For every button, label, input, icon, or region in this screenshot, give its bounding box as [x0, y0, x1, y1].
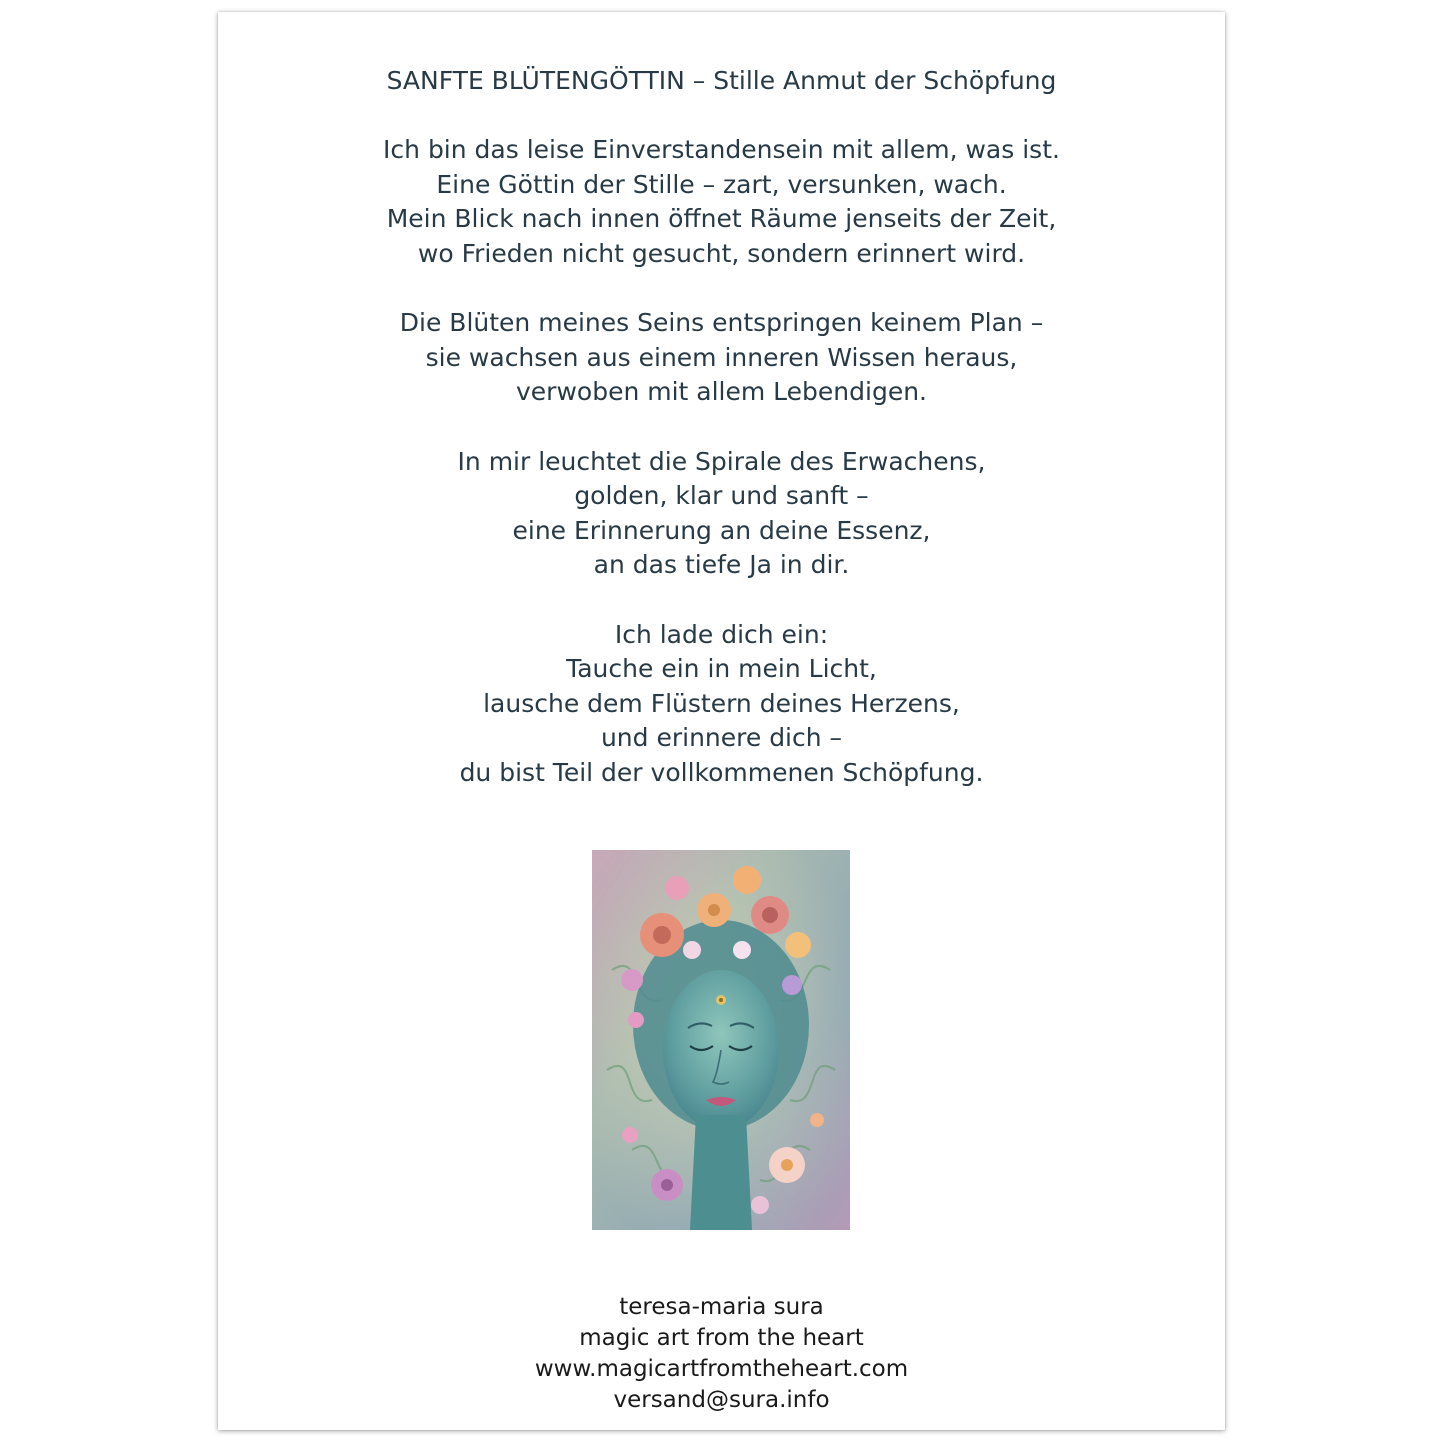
- poem-line: Mein Blick nach innen öffnet Räume jenseits der Zeit,: [386, 204, 1057, 233]
- poem-line: Tauche ein in mein Licht,: [566, 654, 877, 683]
- poem-line: Eine Göttin der Stille – zart, versunken, wach.: [436, 169, 1007, 199]
- author-name: teresa-maria sura: [619, 1294, 824, 1320]
- poem-line: verwoben mit allem Lebendigen.: [516, 377, 927, 406]
- poem: [218, 64, 1225, 825]
- stanza-2: [218, 306, 1225, 410]
- poem-line: eine Erinnerung an deine Essenz,: [512, 515, 931, 545]
- poem-title: SANFTE BLÜTENGÖTTIN – Stille Anmut der Schöpfung: [386, 66, 1057, 95]
- poem-line: wo Frieden nicht gesucht, sondern erinnert wird.: [417, 238, 1026, 268]
- tagline: magic art from the heart: [579, 1325, 864, 1351]
- website-link[interactable]: www.magicartfromtheheart.com: [534, 1356, 909, 1382]
- poem-line: sie wachsen aus einem inneren Wissen heraus,: [425, 342, 1018, 372]
- poem-card: [218, 12, 1225, 1430]
- poem-line: an das tiefe Ja in dir.: [593, 550, 850, 579]
- goddess-painting-svg: [592, 850, 850, 1230]
- poem-line: Ich bin das leise Einverstandensein mit allem, was ist.: [383, 135, 1060, 164]
- poem-line: du bist Teil der vollkommenen Schöpfung.: [459, 757, 984, 787]
- stanza-1: [218, 133, 1225, 271]
- poem-line: golden, klar und sanft –: [574, 481, 869, 510]
- stanza-3: [218, 445, 1225, 583]
- poem-line: lausche dem Flüstern deines Herzens,: [483, 688, 960, 718]
- author-footer: [218, 1292, 1225, 1416]
- stanza-4: [218, 618, 1225, 791]
- goddess-painting: [592, 850, 850, 1230]
- poem-line: Die Blüten meines Seins entspringen keinem Plan –: [399, 308, 1044, 337]
- email-link[interactable]: versand@sura.info: [613, 1387, 830, 1413]
- poem-line: Ich lade dich ein:: [614, 619, 829, 649]
- poem-line: und erinnere dich –: [600, 723, 843, 752]
- poem-line: In mir leuchtet die Spirale des Erwachens,: [457, 446, 986, 476]
